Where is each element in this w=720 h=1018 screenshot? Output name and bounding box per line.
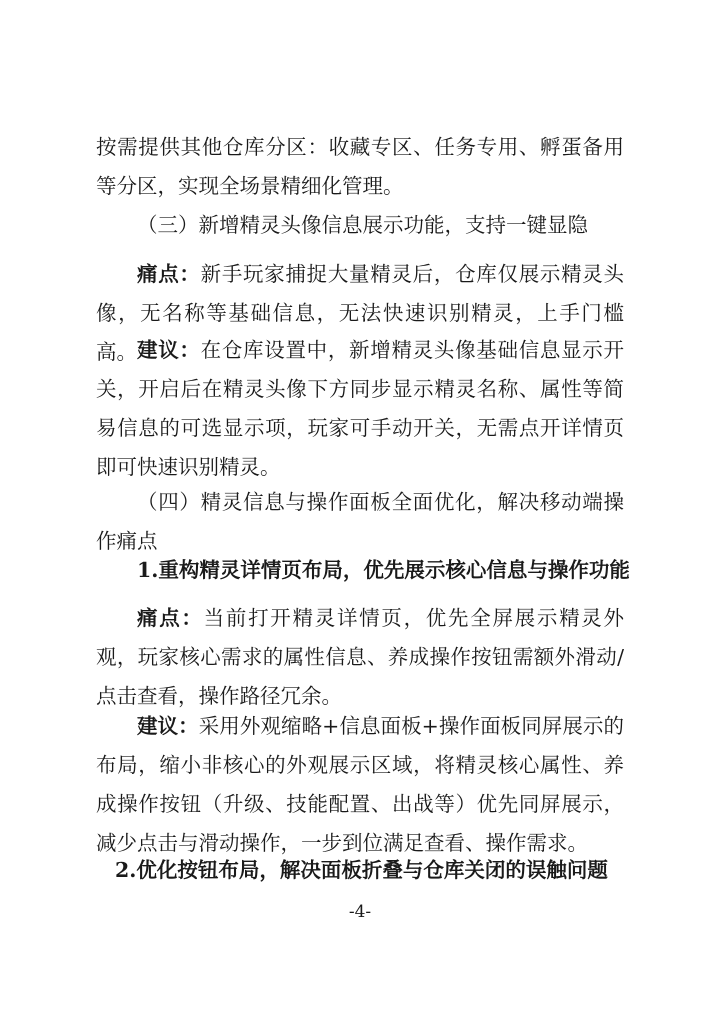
pain-point-label: 痛点： xyxy=(137,606,204,630)
heading-text: （三）新增精灵头像信息展示功能，支持一键显隐 xyxy=(137,213,588,237)
paragraph-text: 新手玩家捕捉大量精灵后，仓库仅展示精灵头像，无名称等基础信息，无法快速识别精灵，上手门槛高。 xyxy=(96,262,625,364)
paragraph-text: 按需提供其他仓库分区：收藏专区、任务专用、孵蛋备用等分区，实现全场景精细化管理。 xyxy=(96,135,624,198)
paragraph-text: 当前打开精灵详情页，优先全屏展示精灵外观，玩家核心需求的属性信息、养成操作按钮需额外滑动/点击查看，操作路径冗余。 xyxy=(96,606,625,708)
subheading-1 xyxy=(137,551,630,590)
pain-point-paragraph-2 xyxy=(96,599,624,716)
paragraph-text: 在仓库设置中，新增精灵头像基础信息显示开关，开启后在精灵头像下方同步显示精灵名称、属性等简易信息的可选显示项，玩家可手动开关，无需点开详情页即可快速识别精灵。 xyxy=(96,338,625,479)
page-number: -4- xyxy=(348,902,372,922)
suggestion-label: 建议： xyxy=(137,714,199,738)
section-heading-3 xyxy=(137,206,588,245)
paragraph-continued xyxy=(96,128,624,206)
paragraph-text: 采用外观缩略+信息面板+操作面板同屏展示的布局，缩小非核心的外观展示区域，将精灵核心属性、养成操作按钮（升级、技能配置、出战等）优先同屏展示，减少点击与滑动操作，一步到位满足查看、操作需求。 xyxy=(96,714,624,855)
suggestion-label: 建议： xyxy=(137,338,201,362)
suggestion-paragraph-1 xyxy=(96,331,624,487)
subheading-2 xyxy=(115,851,608,890)
subheading-text: 2.优化按钮布局，解决面板折叠与仓库关闭的误触问题 xyxy=(115,858,608,882)
heading-text: （四）精灵信息与操作面板全面优化，解决移动端操作痛点 xyxy=(96,490,624,553)
suggestion-paragraph-2 xyxy=(96,707,624,863)
subheading-text: 1.重构精灵详情页布局，优先展示核心信息与操作功能 xyxy=(137,558,630,582)
section-heading-4 xyxy=(96,483,624,561)
pain-point-label: 痛点： xyxy=(137,262,201,286)
